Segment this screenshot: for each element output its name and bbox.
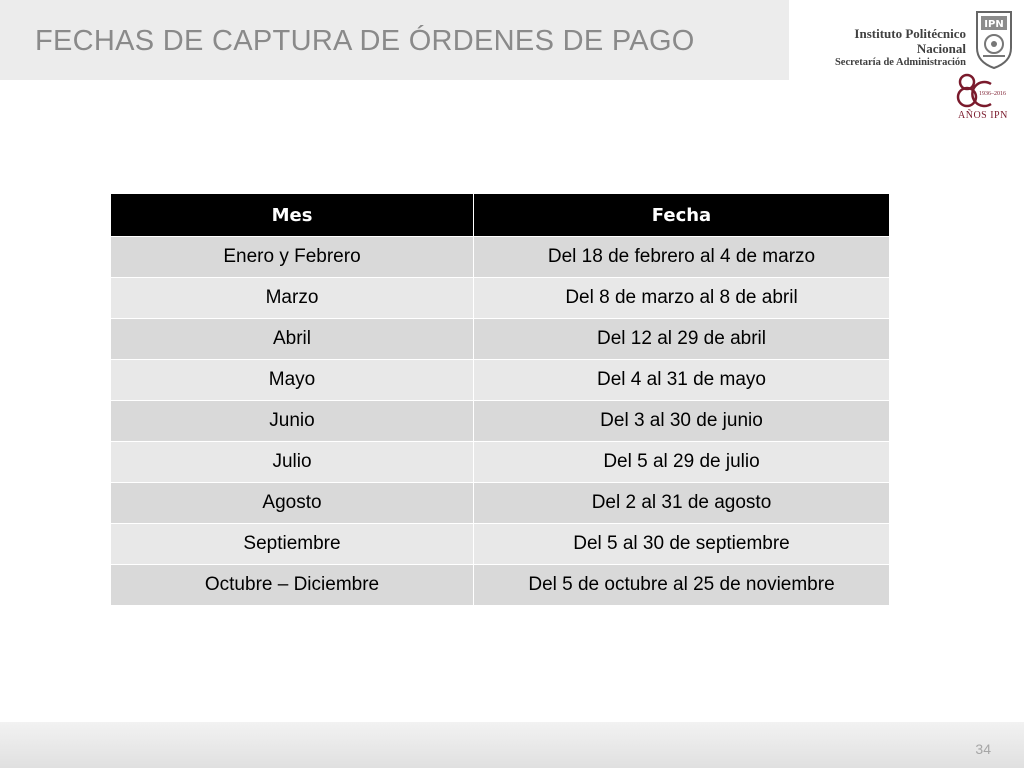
table-row [111, 237, 890, 278]
page-number: 34 [975, 741, 991, 757]
month-cell: Septiembre [111, 524, 474, 565]
table-row [111, 442, 890, 483]
institution-header [805, 26, 966, 69]
title-bar [0, 0, 789, 80]
date-cell: Del 18 de febrero al 4 de marzo [474, 237, 890, 278]
anniversary-years: 1936–2016 [979, 91, 1006, 97]
month-cell: Agosto [111, 483, 474, 524]
department-name: Secretaría de Administración [834, 57, 966, 68]
table-row [111, 483, 890, 524]
ipn-seal-icon [973, 8, 1015, 70]
institution-name: Instituto Politécnico Nacional [854, 26, 966, 56]
date-cell: Del 4 al 31 de mayo [474, 360, 890, 401]
footer-bar [0, 722, 1024, 768]
month-cell: Junio [111, 401, 474, 442]
table-row [111, 401, 890, 442]
payment-dates-table [110, 193, 890, 606]
date-cell: Del 5 al 30 de septiembre [474, 524, 890, 565]
date-cell: Del 2 al 31 de agosto [474, 483, 890, 524]
table-row [111, 278, 890, 319]
date-cell: Del 8 de marzo al 8 de abril [474, 278, 890, 319]
month-cell: Mayo [111, 360, 474, 401]
date-cell: Del 12 al 29 de abril [474, 319, 890, 360]
table-header-row [111, 194, 890, 237]
date-cell: Del 3 al 30 de junio [474, 401, 890, 442]
anniversary-logo [955, 70, 1017, 125]
svg-text:IPN: IPN [984, 19, 1004, 30]
anniversary-label: AÑOS IPN [958, 110, 1008, 121]
month-cell: Abril [111, 319, 474, 360]
month-cell: Octubre – Diciembre [111, 565, 474, 606]
date-cell: Del 5 de octubre al 25 de noviembre [474, 565, 890, 606]
month-cell: Marzo [111, 278, 474, 319]
table-row [111, 319, 890, 360]
slide-title: FECHAS DE CAPTURA DE ÓRDENES DE PAGO [35, 25, 695, 57]
month-cell: Enero y Febrero [111, 237, 474, 278]
column-header-month: Mes [111, 194, 474, 237]
month-cell: Julio [111, 442, 474, 483]
column-header-date: Fecha [474, 194, 890, 237]
table-row [111, 360, 890, 401]
table-row [111, 524, 890, 565]
table-row [111, 565, 890, 606]
date-cell: Del 5 al 29 de julio [474, 442, 890, 483]
